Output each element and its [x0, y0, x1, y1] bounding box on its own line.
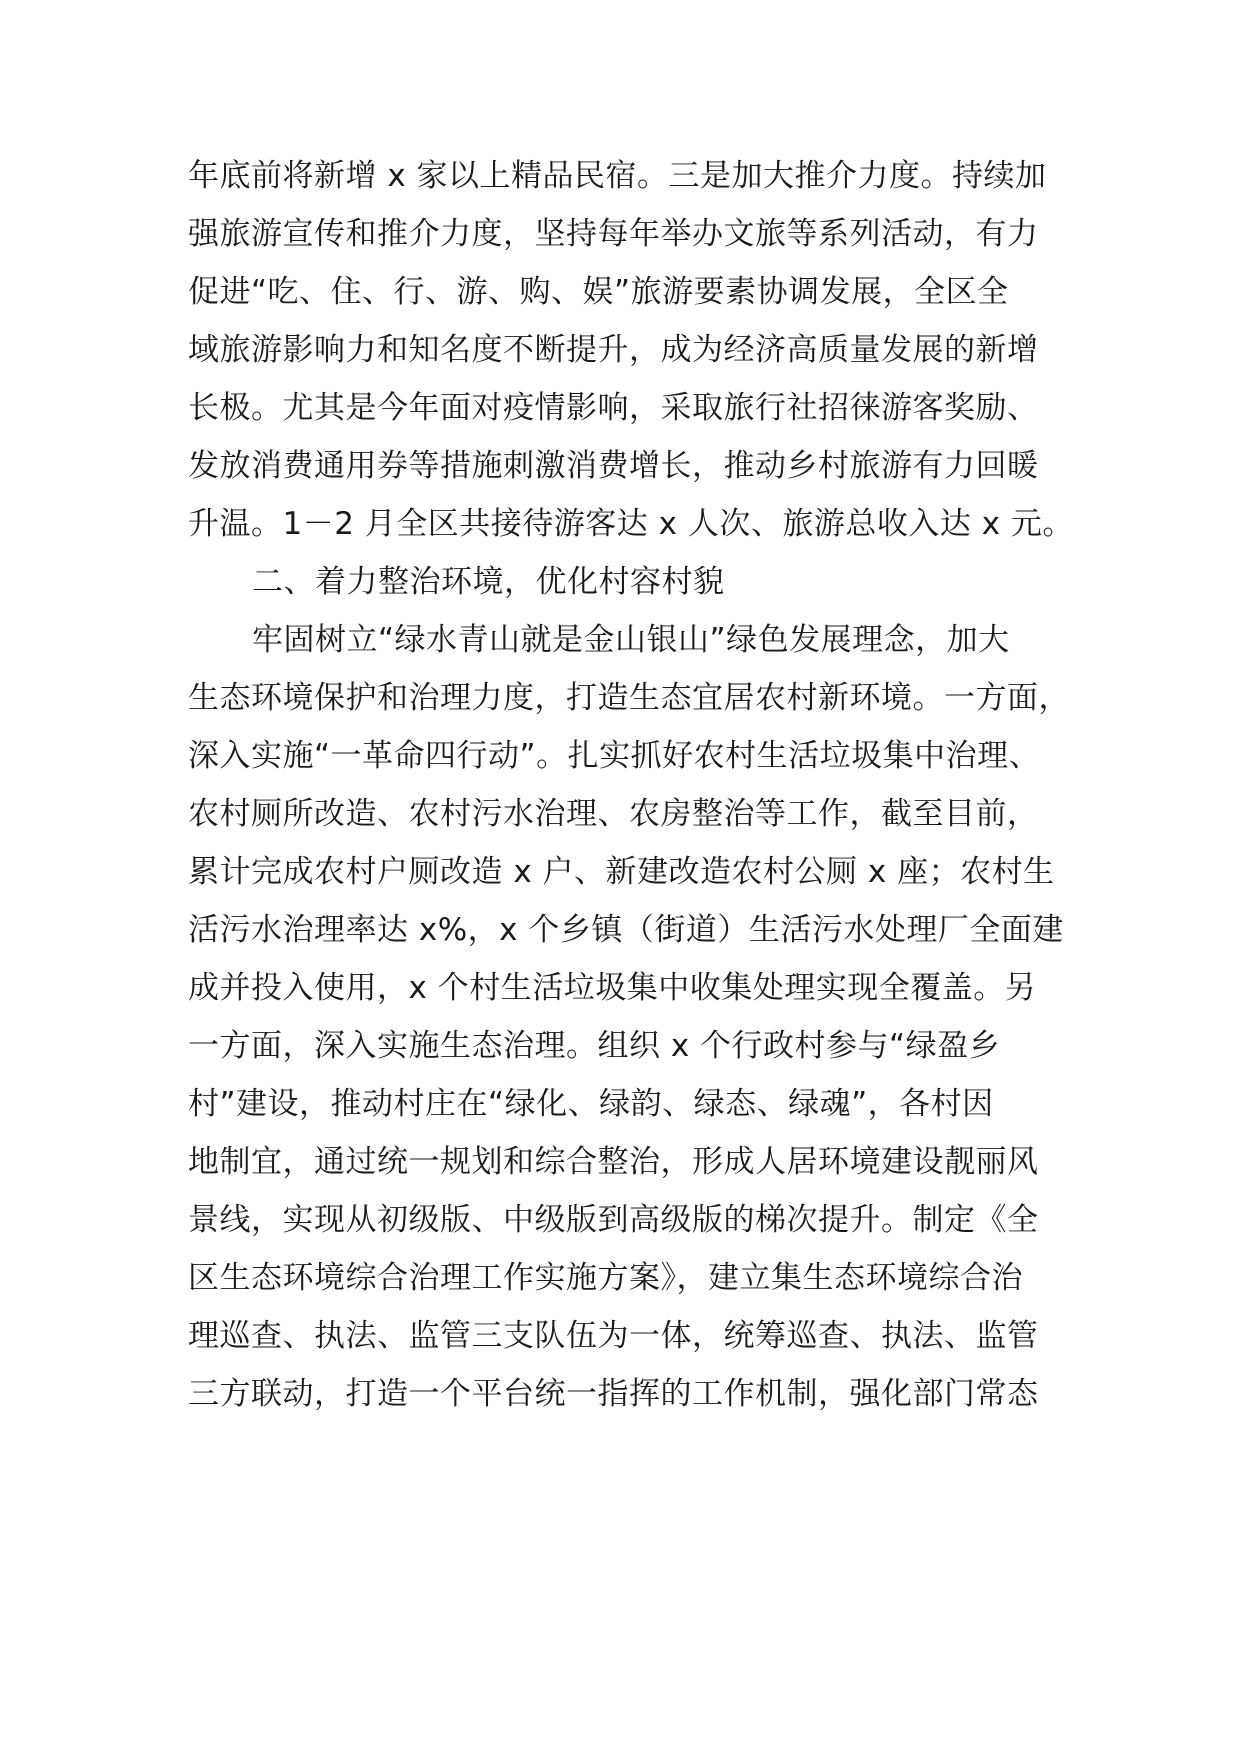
text-line: 促进“吃、住、行、游、购、娱”旅游要素协调发展，全区全: [188, 274, 1009, 310]
text-line: 一方面，深入实施生态治理。组织 x 个行政村参与“绿盈乡: [188, 1028, 1001, 1064]
section-heading: 二、着力整治环境，优化村容村貌: [252, 564, 725, 600]
text-line: 升温。1－2 月全区共接待游客达 x 人次、旅游总收入达 x 元。: [188, 506, 1074, 542]
text-line: 域旅游影响力和知名度不断提升，成为经济高质量发展的新增: [188, 332, 1039, 368]
text-line: 发放消费通用券等措施刺激消费增长，推动乡村旅游有力回暖: [188, 448, 1039, 484]
paragraph-first-line: 牢固树立“绿水青山就是金山银山”绿色发展理念，加大: [252, 622, 1010, 658]
text-line: 深入实施“一革命四行动”。扎实抓好农村生活垃圾集中治理、: [188, 738, 1041, 774]
text-line: 农村厕所改造、农村污水治理、农房整治等工作，截至目前，: [188, 796, 1039, 832]
text-line: 景线，实现从初级版、中级版到高级版的梯次提升。制定《全: [188, 1202, 1039, 1238]
text-line: 长极。尤其是今年面对疫情影响，采取旅行社招徕游客奖励、: [188, 390, 1039, 426]
text-line: 地制宜，通过统一规划和综合整治，形成人居环境建设靓丽风: [188, 1144, 1039, 1180]
text-line: 区生态环境综合治理工作实施方案》，建立集生态环境综合治: [188, 1260, 1023, 1296]
text-line: 年底前将新增 x 家以上精品民宿。三是加大推介力度。持续加: [188, 158, 1047, 194]
text-line: 三方联动，打造一个平台统一指挥的工作机制，强化部门常态: [188, 1376, 1039, 1412]
text-line: 累计完成农村户厕改造 x 户、新建改造农村公厕 x 座；农村生: [188, 854, 1055, 890]
text-line: 生态环境保护和治理力度，打造生态宜居农村新环境。一方面，: [188, 680, 1070, 716]
text-line: 强旅游宣传和推介力度，坚持每年举办文旅等系列活动，有力: [188, 216, 1039, 252]
text-line: 活污水治理率达 x%，x 个乡镇（街道）生活污水处理厂全面建: [188, 912, 1064, 948]
text-line: 村”建设，推动村庄在“绿化、绿韵、绿态、绿魂”，各村因: [188, 1086, 994, 1122]
text-line: 成并投入使用，x 个村生活垃圾集中收集处理实现全覆盖。另: [188, 970, 1037, 1006]
text-line: 理巡查、执法、监管三支队伍为一体，统筹巡查、执法、监管: [188, 1318, 1039, 1354]
